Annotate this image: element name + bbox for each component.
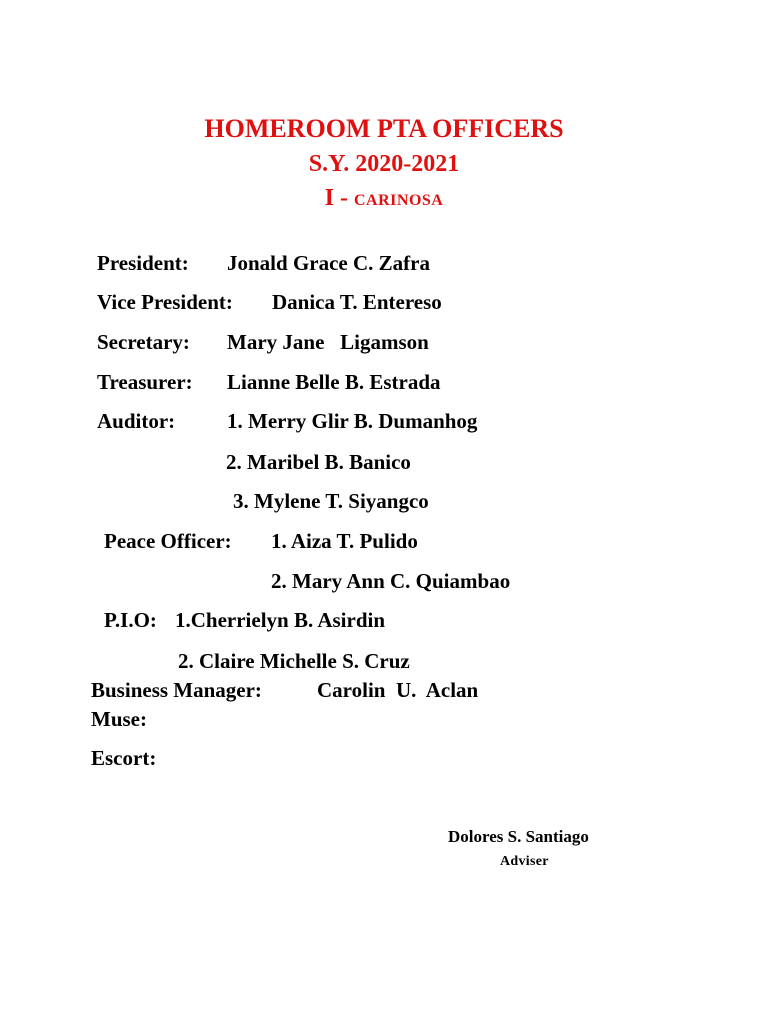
school-year: S.Y. 2020-2021 bbox=[308, 151, 460, 177]
adviser-name: Dolores S. Santiago bbox=[448, 827, 589, 846]
secretary-label: Secretary: bbox=[97, 330, 190, 354]
auditor-name-1: 1. Merry Glir B. Dumanhog bbox=[227, 409, 478, 433]
pio-name-2: 2. Claire Michelle S. Cruz bbox=[178, 649, 410, 673]
pio-label: P.I.O: bbox=[104, 608, 157, 632]
auditor-name-2: 2. Maribel B. Banico bbox=[226, 450, 411, 474]
treasurer-label: Treasurer: bbox=[97, 370, 193, 394]
peace-officer-name-1: 1. Aiza T. Pulido bbox=[271, 529, 418, 553]
adviser-role: Adviser bbox=[500, 854, 549, 869]
grade-section bbox=[0, 186, 768, 210]
pio-name-1: 1.Cherrielyn B. Asirdin bbox=[175, 608, 386, 632]
treasurer-name: Lianne Belle B. Estrada bbox=[227, 370, 441, 394]
peace-officer-label: Peace Officer: bbox=[104, 529, 232, 553]
secretary-name: Mary Jane Ligamson bbox=[227, 330, 429, 354]
auditor-name-3: 3. Mylene T. Siyangco bbox=[233, 489, 429, 513]
muse-label: Muse: bbox=[91, 707, 147, 731]
escort-label: Escort: bbox=[91, 746, 157, 770]
vice-president-name: Danica T. Entereso bbox=[272, 290, 442, 314]
auditor-label: Auditor: bbox=[97, 409, 176, 433]
president-name: Jonald Grace C. Zafra bbox=[227, 251, 430, 275]
peace-officer-name-2: 2. Mary Ann C. Quiambao bbox=[271, 569, 511, 593]
business-manager-label: Business Manager: bbox=[91, 678, 262, 702]
document-title: HOMEROOM PTA OFFICERS bbox=[204, 114, 564, 143]
business-manager-name: Carolin U. Aclan bbox=[317, 678, 479, 702]
president-label: President: bbox=[97, 251, 189, 275]
grade-label: I - bbox=[324, 185, 348, 211]
vice-president-label: Vice President: bbox=[97, 290, 233, 314]
section-name: CARINOSA bbox=[354, 192, 444, 209]
